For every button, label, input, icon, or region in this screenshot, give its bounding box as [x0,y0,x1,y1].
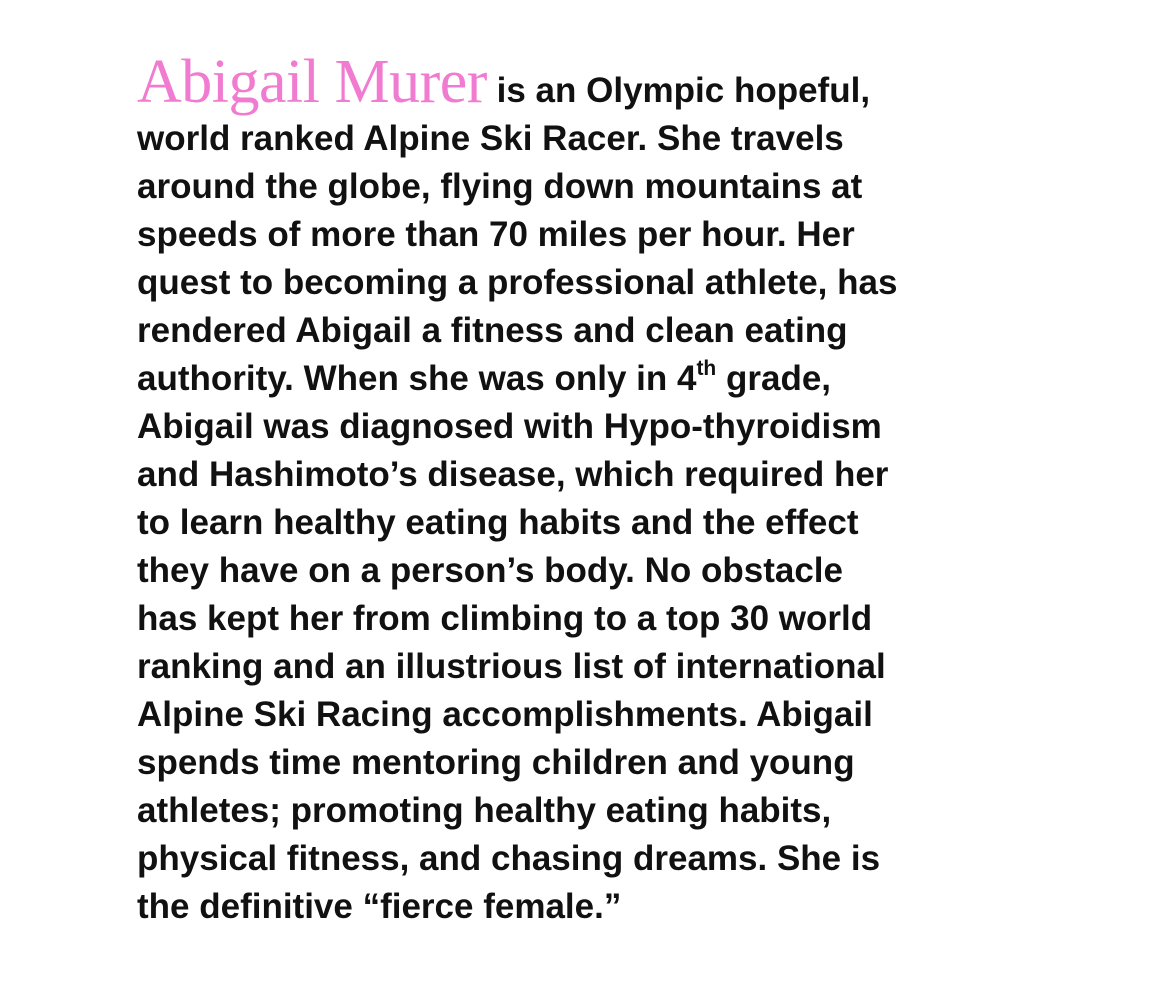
bio-line: speeds of more than 70 miles per hour. Her [137,215,855,254]
bio-line: Alpine Ski Racing accomplishments. Abigail [137,695,873,734]
bio-line: ranking and an illustrious list of international [137,647,886,686]
bio-line: the definitive “fierce female.” [137,887,622,926]
bio-line: athletes; promoting healthy eating habits, [137,791,832,830]
bio-line-text: grade, [716,359,832,398]
bio-line [137,355,1037,403]
bio-line: has kept her from climbing to a top 30 world [137,599,873,638]
bio-line: around the globe, flying down mountains at [137,167,863,206]
bio-line-text: is an Olympic hopeful, [486,71,871,110]
bio-line: world ranked Alpine Ski Racer. She travels [137,119,844,158]
bio-line: and Hashimoto’s disease, which required her [137,455,889,494]
athlete-name: Abigail Murer [137,48,487,116]
bio-line [137,48,1037,116]
bio-line: quest to becoming a professional athlete, has [137,263,898,302]
bio-line-text: authority. When she was only in 4 [137,359,697,398]
bio-line: they have on a person’s body. No obstacle [137,551,843,590]
ordinal-suffix: th [696,357,717,380]
bio-line: to learn healthy eating habits and the effect [137,503,859,542]
bio-line: physical fitness, and chasing dreams. She is [137,839,881,878]
bio-line: rendered Abigail a fitness and clean eating [137,311,848,350]
bio-line: spends time mentoring children and young [137,743,855,782]
bio-line: Abigail was diagnosed with Hypo-thyroidism [137,407,882,446]
bio-paragraph [137,48,1037,931]
